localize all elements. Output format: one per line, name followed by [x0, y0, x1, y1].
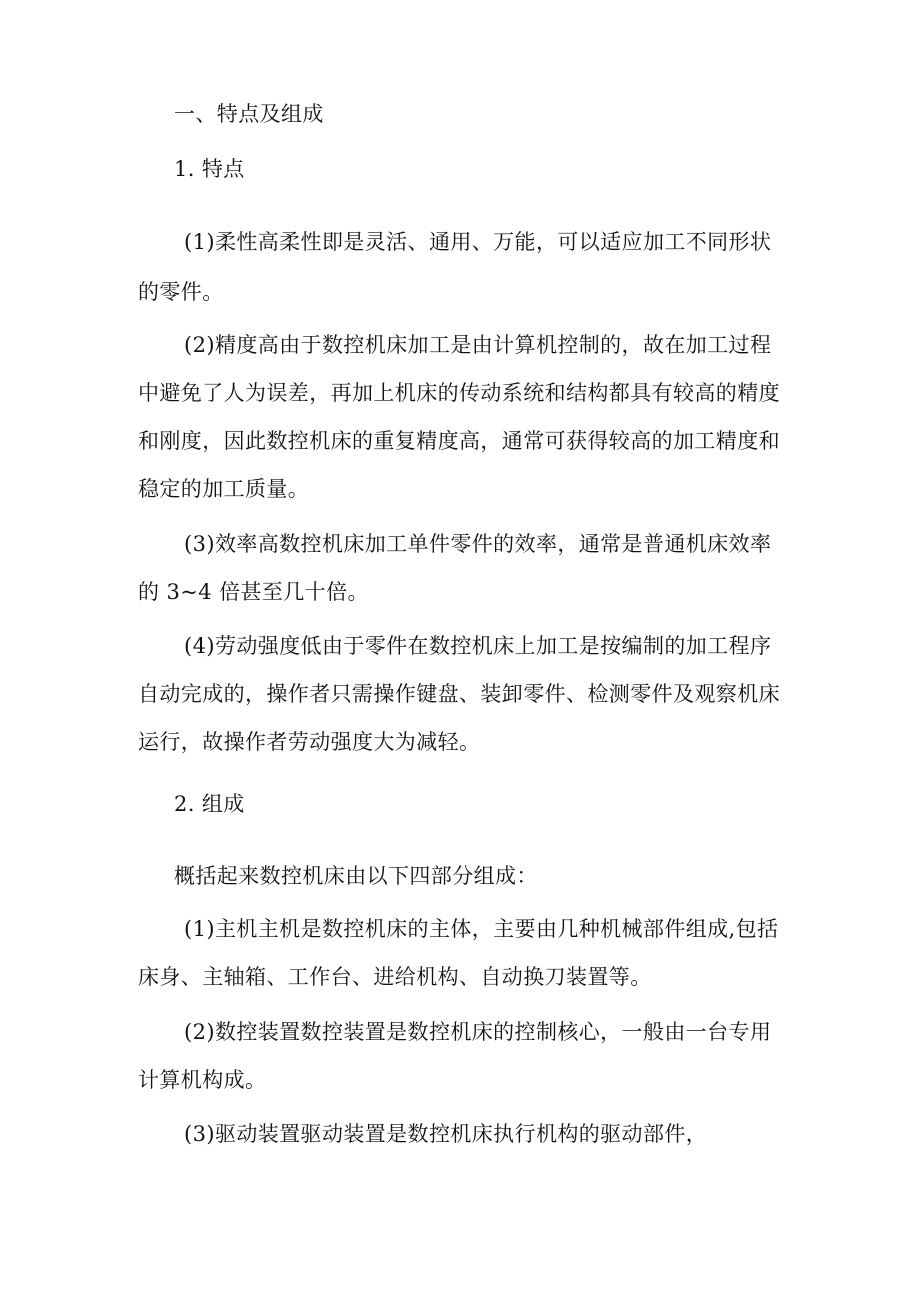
paragraph-line: 中避免了人为误差，再加上机床的传动系统和结构都具有较高的精度	[138, 381, 780, 405]
paragraph-line: 床身、主轴箱、工作台、进给机构、自动换刀装置等。	[138, 965, 652, 989]
paragraph-line: (1)主机主机是数控机床的主体，主要由几种机械部件组成,包括	[184, 917, 779, 941]
subheading-composition: 2. 组成	[174, 792, 245, 816]
paragraph-line: (2)精度高由于数控机床加工是由计算机控制的，故在加工过程	[184, 333, 772, 357]
subheading-features: 1. 特点	[174, 157, 245, 181]
paragraph-line: 的零件。	[138, 280, 224, 304]
paragraph-line: (1)柔性高柔性即是灵活、通用、万能，可以适应加工不同形状	[184, 230, 772, 254]
paragraph-line: (3)驱动装置驱动装置是数控机床执行机构的驱动部件，	[184, 1122, 708, 1146]
paragraph-line: (4)劳动强度低由于零件在数控机床上加工是按编制的加工程序	[184, 634, 772, 658]
paragraph-line: 自动完成的，操作者只需操作键盘、装卸零件、检测零件及观察机床	[138, 682, 780, 706]
section-heading: 一、特点及组成	[174, 102, 324, 126]
paragraph-line: 和刚度，因此数控机床的重复精度高，通常可获得较高的加工精度和	[138, 429, 780, 453]
paragraph-line: 计算机构成。	[138, 1068, 267, 1092]
paragraph-line: 的 3~4 倍甚至几十倍。	[138, 580, 369, 604]
paragraph-line: (2)数控装置数控装置是数控机床的控制核心，一般由一台专用	[184, 1020, 772, 1044]
paragraph-line: 运行，故操作者劳动强度大为减轻。	[138, 730, 481, 754]
paragraph-line: (3)效率高数控机床加工单件零件的效率，通常是普通机床效率	[184, 532, 772, 556]
paragraph-line: 概括起来数控机床由以下四部分组成：	[174, 864, 538, 888]
paragraph-line: 稳定的加工质量。	[138, 477, 310, 501]
